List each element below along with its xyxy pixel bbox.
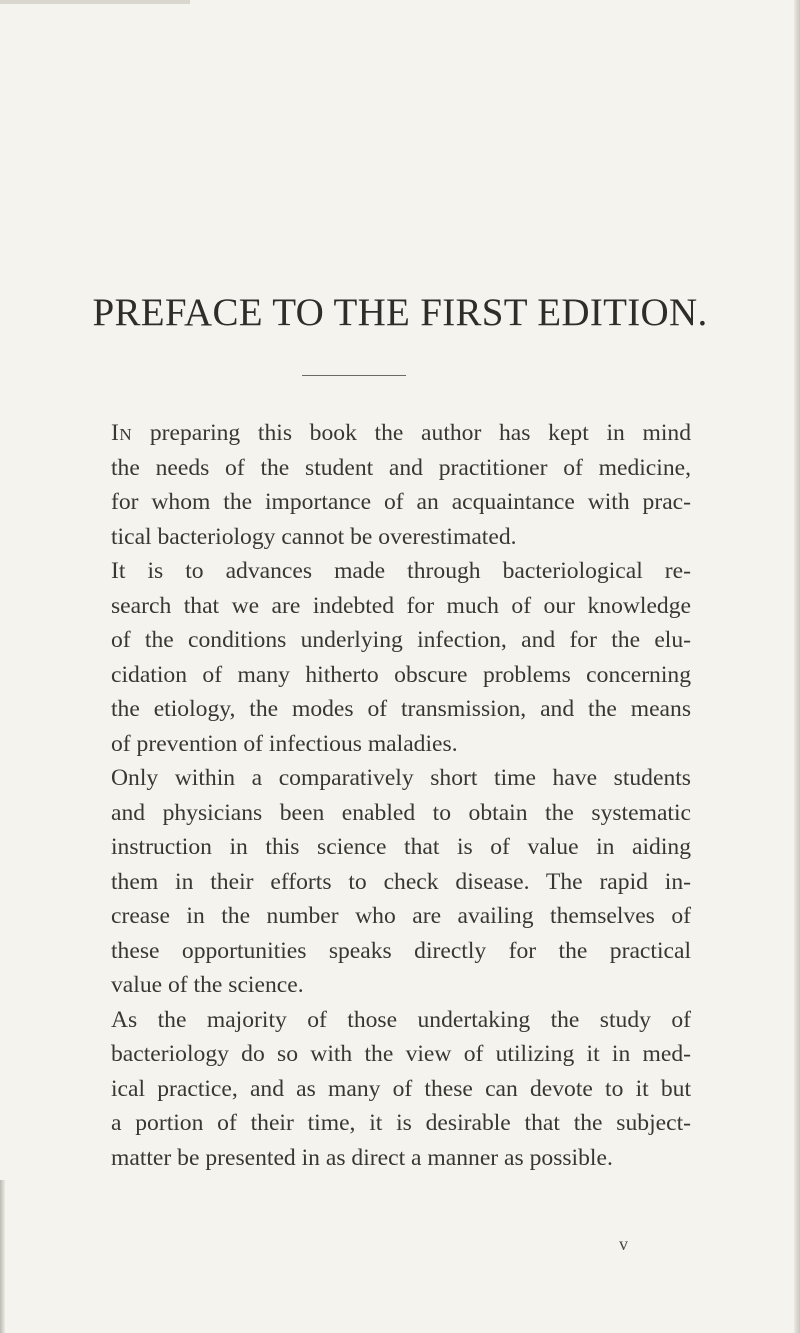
paragraph-2-line-1: It is to advances made through bacteriological re- xyxy=(111,558,691,584)
preface-text xyxy=(111,416,691,1175)
paragraph-1-line-1: In preparing this book the author has kept in mind xyxy=(111,420,691,446)
paragraph-4-line-5: matter be presented in as direct a manner as possible. xyxy=(111,1144,613,1171)
paragraph-4-line-3: ical practice, and as many of these can devote to it but xyxy=(111,1075,691,1102)
page-number: v xyxy=(619,1234,628,1254)
paragraph-3-line-5: crease in the number who are availing themselves of xyxy=(111,903,691,929)
title-rule xyxy=(302,375,406,376)
paragraph-4-line-4: a portion of their time, it is desirable that the subject- xyxy=(111,1110,691,1136)
drop-word: In xyxy=(111,420,133,446)
page-title: PREFACE TO THE FIRST EDITION. xyxy=(92,291,708,334)
paragraph-2-line-4: cidation of many hitherto obscure problems concerning xyxy=(111,661,691,688)
paragraph-2-line-5: the etiology, the modes of transmission, and the means xyxy=(111,696,691,722)
paragraph-1-line-2: the needs of the student and practitioner of medicine, xyxy=(111,454,691,481)
scan-edge-left xyxy=(0,1180,5,1333)
paragraph-4-line-1: As the majority of those undertaking the study of xyxy=(111,1006,691,1033)
paragraph-2-line-2: search that we are indebted for much of our knowledge xyxy=(111,592,691,619)
paragraph-1-line-4: tical bacteriology cannot be overestimated. xyxy=(111,523,517,550)
paragraph-2-line-3: of the conditions underlying infection, and for the elu- xyxy=(111,627,691,653)
paragraph-3-line-3: instruction in this science that is of value in aiding xyxy=(111,834,691,860)
paragraph-3-line-6: these opportunities speaks directly for the practical xyxy=(111,937,691,964)
paragraph-3-line-2: and physicians been enabled to obtain the systematic xyxy=(111,799,691,826)
paragraph-3-line-7: value of the science. xyxy=(111,972,304,998)
paragraph-3-line-4: them in their efforts to check disease. The rapid in- xyxy=(111,868,691,895)
paragraph-1-line-3: for whom the importance of an acquaintance with prac- xyxy=(111,489,691,515)
paragraph-3-line-1: Only within a comparatively short time have students xyxy=(111,765,691,791)
paragraph-2-line-6: of prevention of infectious maladies. xyxy=(111,730,458,757)
scan-edge-top xyxy=(0,0,190,4)
scan-edge-right xyxy=(794,0,800,1333)
paragraph-4-line-2: bacteriology do so with the view of utilizing it in med- xyxy=(111,1041,691,1067)
